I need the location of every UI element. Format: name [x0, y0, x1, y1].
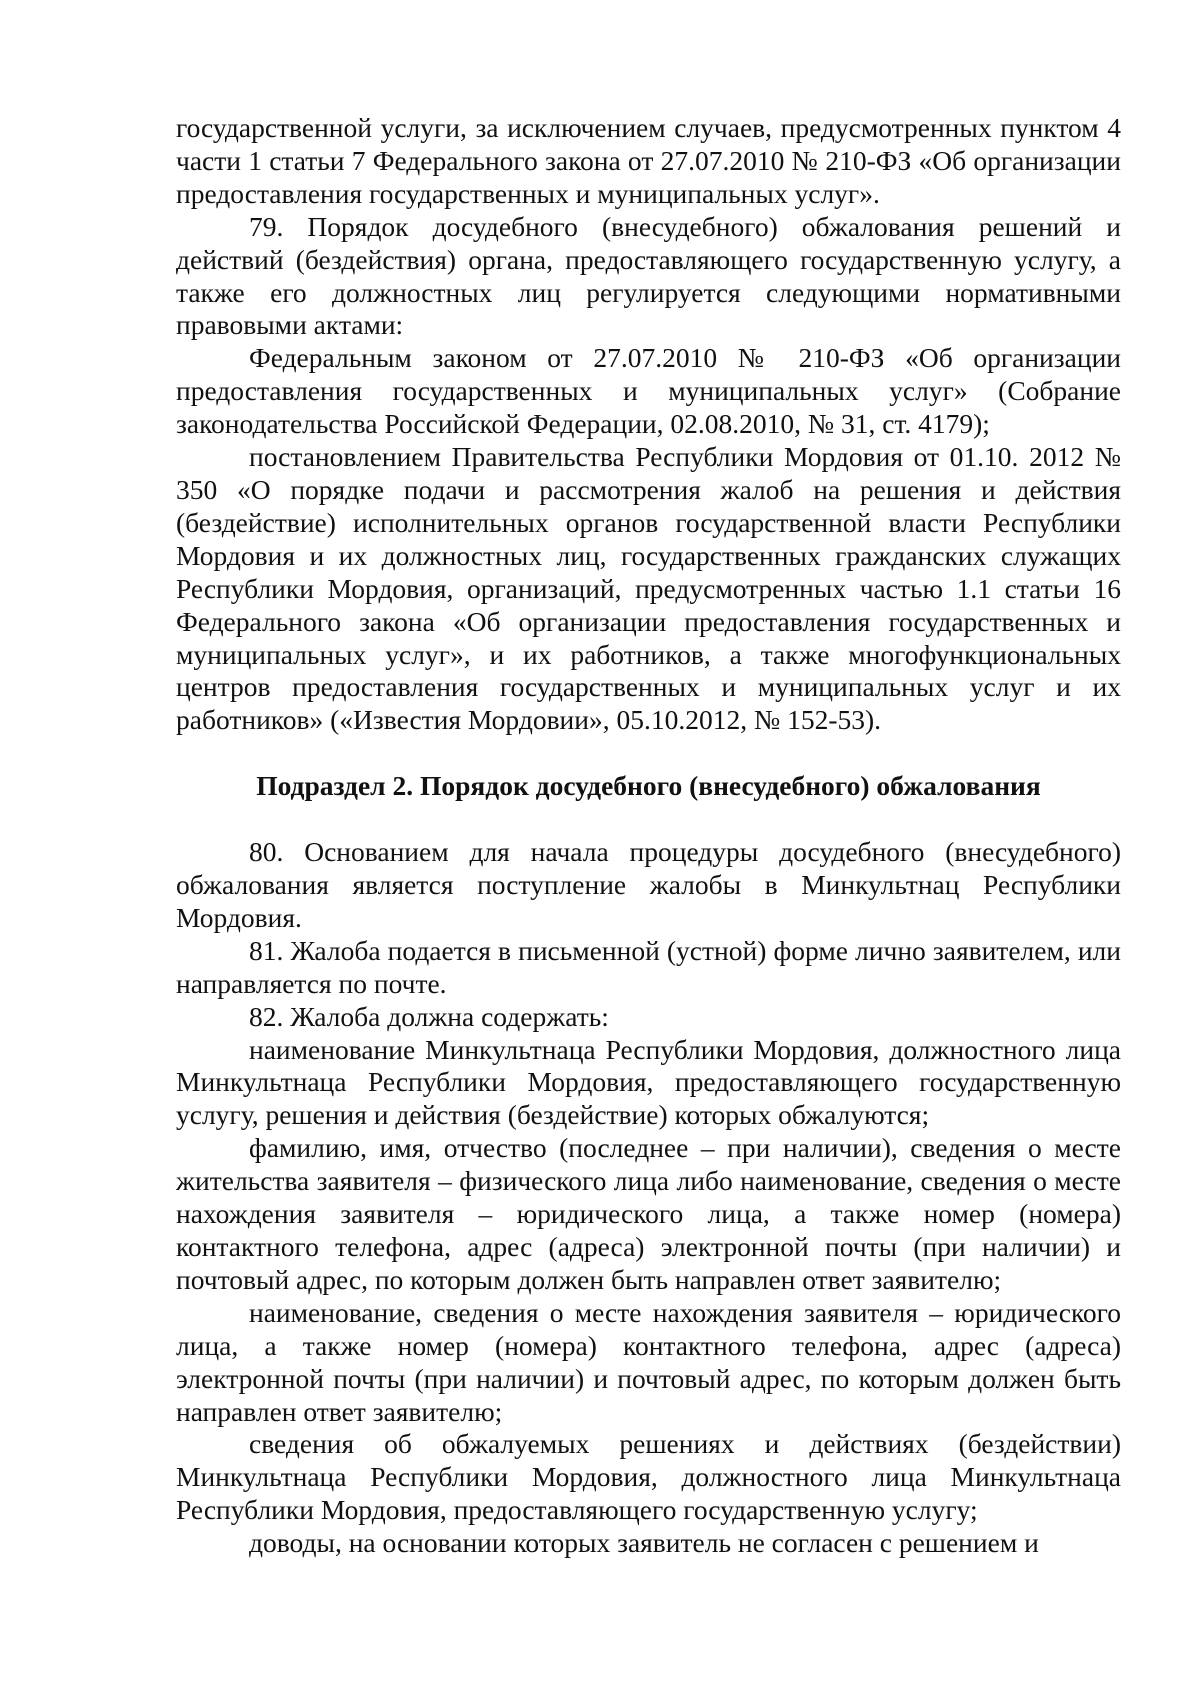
paragraph-79-federal-law: Федеральным законом от 27.07.2010 № 210-ФЗ «Об организации предоставления государственных и муниципальных услуг» (Собрание законодательства Российской Федерации, 02.08.2010, № 31, ст. 4179);	[176, 342, 1121, 440]
paragraph-82-arguments: доводы, на основании которых заявитель не согласен с решением и	[249, 1527, 1039, 1559]
paragraph-82-legal-entity: наименование, сведения о месте нахождения заявителя – юридического лица, а также номер (номера) контактного телефона, адрес (адреса) электронной почты (при наличии) и почтовый адрес, по которым должен быть направлен ответ заявителю;	[176, 1296, 1121, 1427]
document-page	[176, 112, 1121, 1560]
paragraph-79-decree: постановлением Правительства Республики Мордовия от 01.10. 2012 № 350 «О порядке подачи и рассмотрения жалоб на решения и действия (бездействие) исполнительных органов государственной власти Республики Мордовия и их должностных лиц, государственных гражданских служащих Республики Мордовия, организаций, предусмотренных частью 1.1 статьи 16 Федерального закона «Об организации предоставления государственных и муниципальных услуг», и их работников, а также многофункциональных центров предоставления государственных и муниципальных услуг и их работников» («Известия Мордовии», 05.10.2012, № 152-53).	[176, 441, 1121, 736]
paragraphs-before	[176, 112, 1121, 737]
paragraph-81: 81. Жалоба подается в письменной (устной) форме лично заявителем, или направляется по почте.	[176, 934, 1121, 999]
paragraph-82-info: сведения об обжалуемых решениях и действиях (бездействии) Минкультнаца Республики Мордовия, должностного лица Минкультнаца Республики Мордовия, предоставляющего государственную услугу;	[176, 1428, 1121, 1526]
paragraph-82: 82. Жалоба должна содержать:	[249, 1000, 609, 1032]
paragraph-80: 80. Основанием для начала процедуры досудебного (внесудебного) обжалования является поступление жалобы в Минкультнац Республики Мордовия.	[176, 836, 1121, 933]
paragraph-continuation: государственной услуги, за исключением случаев, предусмотренных пунктом 4 части 1 статьи 7 Федерального закона от 27.07.2010 № 210-ФЗ «Об организации предоставления государственных и муниципальных услуг».	[176, 112, 1121, 209]
paragraph-82-name: наименование Минкультнаца Республики Мордовия, должностного лица Минкультнаца Республики Мордовия, предоставляющего государственную услугу, решения и действия (бездействие) которых обжалуются;	[176, 1033, 1121, 1131]
paragraphs-after	[176, 836, 1121, 1560]
paragraph-82-fio: фамилию, имя, отчество (последнее – при наличии), сведения о месте жительства заявителя – физического лица либо наименование, сведения о месте нахождения заявителя – юридического лица, а также номер (номера) контактного телефона, адрес (адреса) электронной почты (при наличии) и почтовый адрес, по которым должен быть направлен ответ заявителю;	[176, 1132, 1121, 1295]
subsection-heading: Подраздел 2. Порядок досудебного (внесудебного) обжалования	[256, 770, 1041, 802]
paragraph-79: 79. Порядок досудебного (внесудебного) обжалования решений и действий (бездействия) органа, предоставляющего государственную услугу, а также его должностных лиц регулируется следующими нормативными правовыми актами:	[176, 210, 1121, 341]
